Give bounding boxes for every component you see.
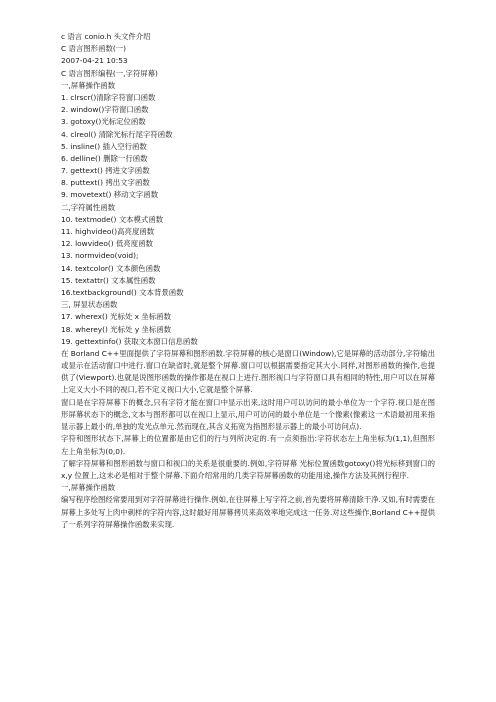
list-item: 2. window()字符窗口函数 — [61, 105, 149, 115]
list-item: 14. textcolor() 文本颜色函数 — [61, 263, 161, 273]
doc-subtitle: C 语言图形函数(一) — [61, 44, 127, 54]
list-item: 17. wherex() 光标处 x 坐标函数 — [61, 312, 171, 322]
list-item: 5. insline() 插入空行函数 — [61, 141, 147, 151]
list-item: 16.textbackground() 文本背景函数 — [61, 287, 184, 297]
list-item: 18. wherey() 光标处 y 坐标函数 — [61, 324, 172, 334]
list-item: 19. gettextinfo() 获取文本窗口信息函数 — [61, 336, 198, 346]
list-item: 1. clrscr()清除字符窗口函数 — [61, 92, 156, 102]
document-body — [61, 31, 435, 531]
subsection-heading: 一,屏幕操作函数 — [61, 80, 116, 90]
list-item: 10. textmode() 文本模式函数 — [61, 214, 164, 224]
list-item: 4. clreol() 清除光标行尾字符函数 — [61, 129, 173, 139]
body-paragraph: 编写程序绘图经常要用到对字符屏幕进行操作.例如,在往屏幕上写字符之前,首先要将屏幕清除干净.又如,有时需要在屏幕上多处写上肉中刺样的字符内容,这时最好用屏幕拷贝来高效率地完成这一任务.对这些操作,Borland C++提供了一系列字符屏幕操作函数来实现. — [61, 495, 435, 529]
list-item: 12. lowvideo() 低亮度函数 — [61, 239, 153, 249]
list-item: 15. textattr() 文本属性函数 — [61, 275, 156, 285]
doc-title: c 语言 conio.h 头文件介绍 — [61, 32, 151, 41]
body-paragraph: 在 Borland C++里面提供了字符屏幕和图形函数.字符屏幕的核心是窗口(Window),它是屏幕的活动部分,字符输出或显示在活动窗口中进行.窗口在缺省时,就是整个屏幕.窗口可以根据需要指定其大小.同样,对图形函数的操作,也提供了(Viewport).也就是说图形函数的操作都是在视口上进行.图形视口与字符窗口具有相同的特性,用户可以在屏幕上定义大小不同的视口,若不定义视口大小,它就是整个屏幕. — [61, 348, 435, 395]
list-item: 11. highvideo()高亮度函数 — [61, 227, 155, 236]
body-paragraph: 窗口是在字符屏幕下的概念,只有字符才能在窗口中显示出来,这时用户可以访问的最小单位为一个字符.视口是在图形屏幕状态下的概念,文本与图形都可以在视口上显示,用户可访问的最小单位是一个像素(像素这一术语最初用来指显示器上最小的,单独的发光点单元.然而现在,其含义拓宽为指图形显示器上的最小可访问点). — [61, 397, 435, 432]
body-paragraph: 字符和图形状态下,屏幕上的位置都是由它们的行与列所决定的.有一点须指出:字符状态左上角坐标为(1,1),但图形左上角坐标为(0,0). — [61, 434, 435, 456]
list-item: 9. movetext() 移动文字函数 — [61, 190, 159, 200]
list-item: 6. delline() 删除一行函数 — [61, 153, 148, 163]
list-item: 13. normvideo(void); — [61, 251, 139, 261]
list-item: 7. gettext() 拷进文字函数 — [61, 166, 150, 176]
list-item: 3. gotoxy()光标定位函数 — [61, 117, 146, 127]
doc-date: 2007-04-21 10:53 — [61, 56, 128, 66]
subsection-heading: 三, 屏显状态函数 — [61, 300, 118, 310]
section-heading: C 语言图形编程(一,字符屏幕) — [61, 68, 158, 78]
subsection-heading: 二,字符属性函数 — [61, 202, 116, 212]
body-paragraph-heading: 一,屏幕操作函数 — [61, 483, 116, 493]
body-paragraph: 了解字符屏幕和图形函数与窗口和视口的关系是很重要的.例如,字符屏幕 光标位置函数gotoxy()将光标移到窗口的 x,y 位置上,这未必是相对于整个屏幕.下面介绍常用的几类字符屏幕函数的功能用途,操作方法及其例行程序. — [61, 458, 435, 480]
list-item: 8. puttext() 拷出文字函数 — [61, 178, 150, 188]
